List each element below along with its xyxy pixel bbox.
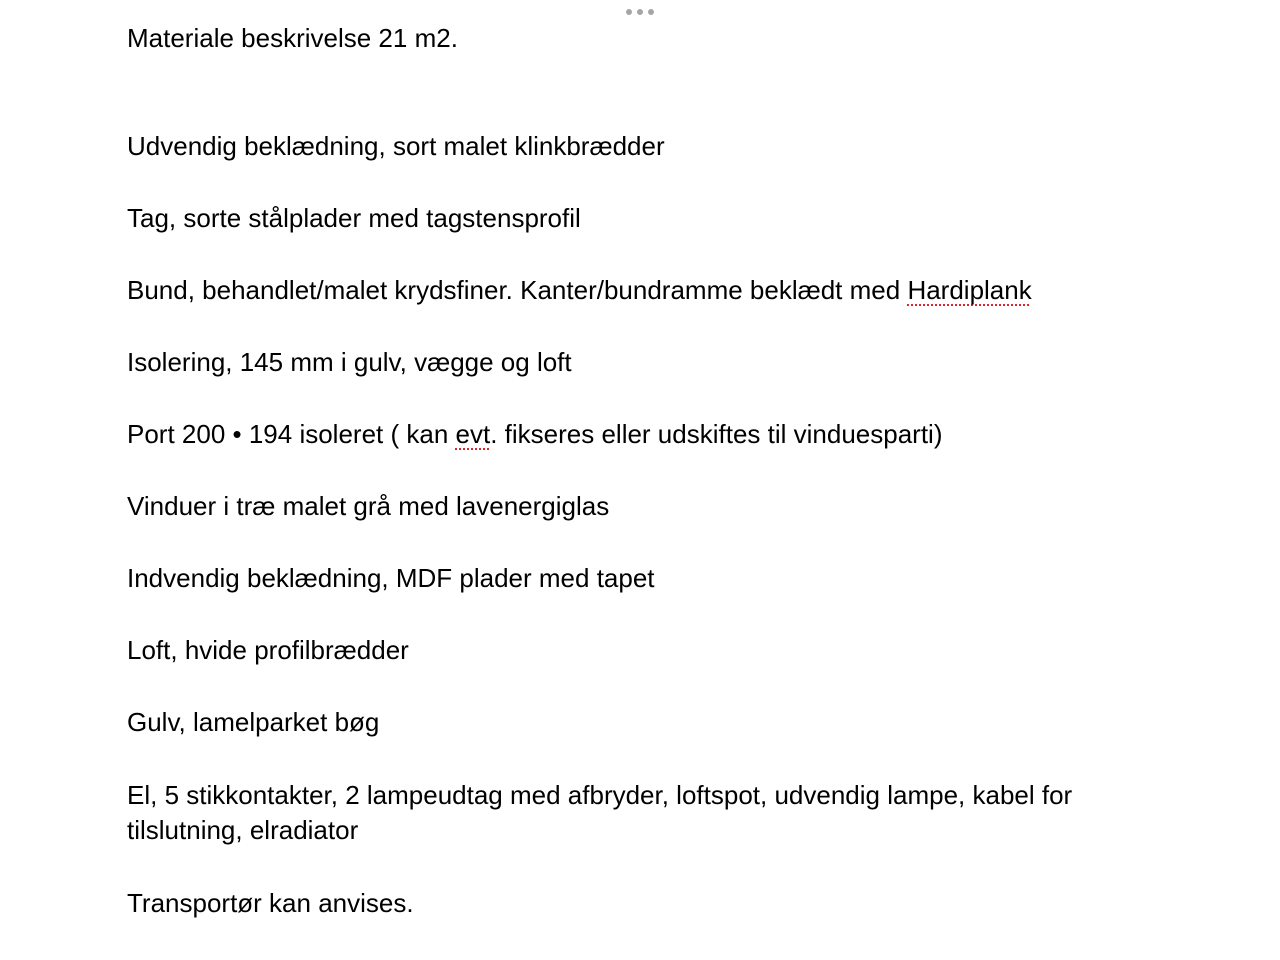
note-line — [127, 417, 943, 452]
note-line: Transportør kan anvises. — [127, 888, 414, 918]
misspelled-word[interactable]: evt — [455, 419, 491, 449]
note-line: Loft, hvide profilbrædder — [127, 635, 409, 665]
line-text: . fikseres eller udskiftes til vinduesparti) — [490, 419, 943, 449]
note-line: Gulv, lamelparket bøg — [127, 707, 380, 737]
note-body[interactable] — [127, 0, 1187, 960]
note-line: Isolering, 145 mm i gulv, vægge og loft — [127, 347, 572, 377]
line-text: Port 200 • 194 isoleret ( kan — [127, 419, 456, 449]
note-line: Udvendig beklædning, sort malet klinkbrædder — [127, 131, 665, 161]
note-line — [127, 273, 1032, 308]
misspelled-word[interactable]: Hardiplank — [907, 275, 1032, 305]
note-line: El, 5 stikkontakter, 2 lampeudtag med afbryder, loftspot, udvendig lampe, kabel for tilslutning, elradiator — [127, 780, 1073, 845]
note-line: Indvendig beklædning, MDF plader med tapet — [127, 563, 655, 593]
note-line: Tag, sorte stålplader med tagstensprofil — [127, 203, 581, 233]
note-title: Materiale beskrivelse 21 m2. — [127, 23, 458, 53]
line-text: Bund, behandlet/malet krydsfiner. Kanter/bundramme beklædt med — [127, 275, 908, 305]
note-line: Vinduer i træ malet grå med lavenergiglas — [127, 491, 610, 521]
